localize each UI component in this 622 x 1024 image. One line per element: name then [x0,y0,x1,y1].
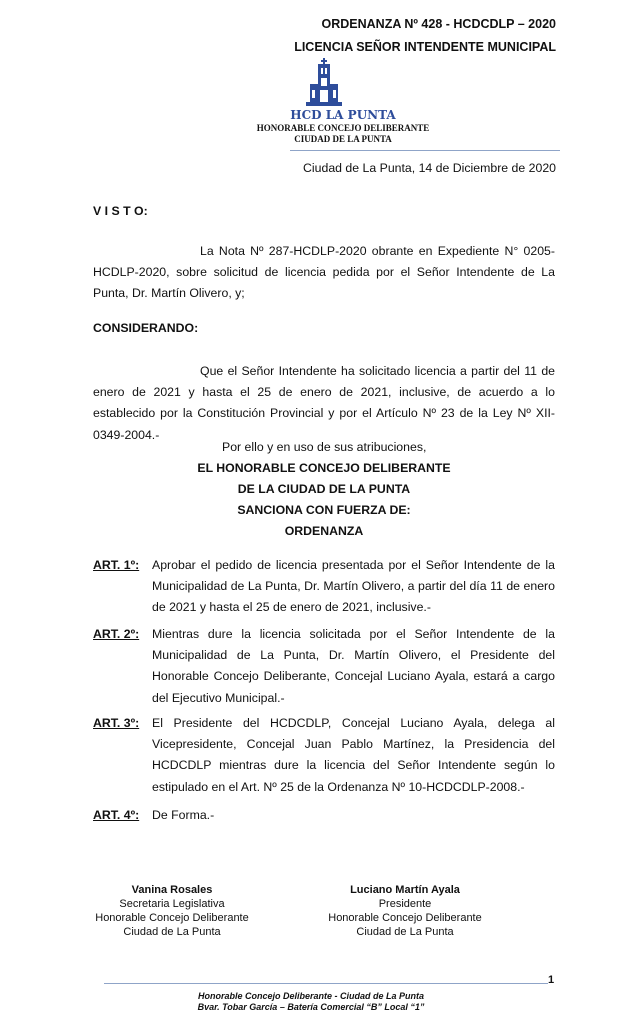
signature-city: Ciudad de La Punta [123,926,221,938]
article-2-text: Mientras dure la licencia solicitada por el Señor Intendente de la Municipalidad de La Punta, Dr. Martín Olivero, el Presidente del Honorable Concejo Deliberante, Concejal Luciano Ayala, estará a cargo del Ejecutivo Municipal.- [152,627,555,705]
footer-line-2: Bvar. Tobar García – Batería Comercial “B” Local “1” [197,1002,425,1012]
preamble-line-2: DE LA CIUDAD DE LA PUNTA [237,482,411,496]
article-1-label: ART. 1º: [93,558,140,572]
logo-text: HCD LA PUNTA [290,108,396,122]
considerando-heading: CONSIDERANDO: [93,321,199,335]
visto-heading: V I S T O: [93,204,148,218]
ordinance-subject: LICENCIA SEÑOR INTENDENTE MUNICIPAL [294,40,556,54]
preamble-line-4: ORDENANZA [284,524,364,538]
preamble-line-1: EL HONORABLE CONCEJO DELIBERANTE [197,461,451,475]
article-1-text: Aprobar el pedido de licencia presentada por el Señor Intendente de la Municipalidad de La Punta, Dr. Martín Olivero, a partir del día 11 de enero de 2021 y hasta el 25 de enero de 2021, inclusive.- [152,558,555,615]
header-divider [290,150,560,151]
org-name: HONORABLE CONCEJO DELIBERANTE [256,123,430,133]
signature-org: Honorable Concejo Deliberante [95,912,249,924]
article-3-label: ART. 3º: [93,716,140,730]
signature-block-secretary [72,883,272,939]
date-line: Ciudad de La Punta, 14 de Diciembre de 2020 [303,161,556,175]
signature-role: Presidente [378,898,432,910]
article-3-text: El Presidente del HCDCDLP, Concejal Luciano Ayala, delega al Vicepresidente, Concejal Juan Pablo Martínez, la Presidencia del HCDCDLP mientras dure la licencia del Señor Intendente según lo estipulado en el Art. Nº 25 de la Ordenanza Nº 10-HCDCDLP-2008.- [152,716,555,794]
preamble-intro: Por ello y en uso de sus atribuciones, [222,440,427,454]
signature-name: Vanina Rosales [131,884,213,896]
considerando-text: Que el Señor Intendente ha solicitado licencia a partir del 11 de enero de 2021 y hasta el 25 de enero de 2021, inclusive, de acuerdo a lo establecido por la Constitución Provincial y por el Artículo Nº 23 de la Ley Nº XII-0349-2004.- [93,364,555,442]
footer-divider [104,983,548,984]
article-2-label: ART. 2º: [93,627,140,641]
signature-org: Honorable Concejo Deliberante [328,912,482,924]
preamble-line-3: SANCIONA CON FUERZA DE: [237,503,411,517]
article-4-text: De Forma.- [152,808,215,822]
signature-name: Luciano Martín Ayala [350,884,460,896]
signature-city: Ciudad de La Punta [356,926,454,938]
footer-line-1: Honorable Concejo Deliberante - Ciudad de La Punta [197,991,425,1001]
ordinance-number: ORDENANZA Nº 428 - HCDCDLP – 2020 [321,17,556,31]
article-4-label: ART. 4º: [93,808,140,822]
org-city: CIUDAD DE LA PUNTA [294,134,392,144]
signature-role: Secretaria Legislativa [119,898,225,910]
page-number: 1 [548,974,555,986]
visto-text: La Nota Nº 287-HCDLP-2020 obrante en Expediente N° 0205-HCDLP-2020, sobre solicitud de licencia pedida por el Señor Intendente de La Punta, Dr. Martín Olivero, y; [93,244,555,301]
signature-block-president [305,883,505,939]
